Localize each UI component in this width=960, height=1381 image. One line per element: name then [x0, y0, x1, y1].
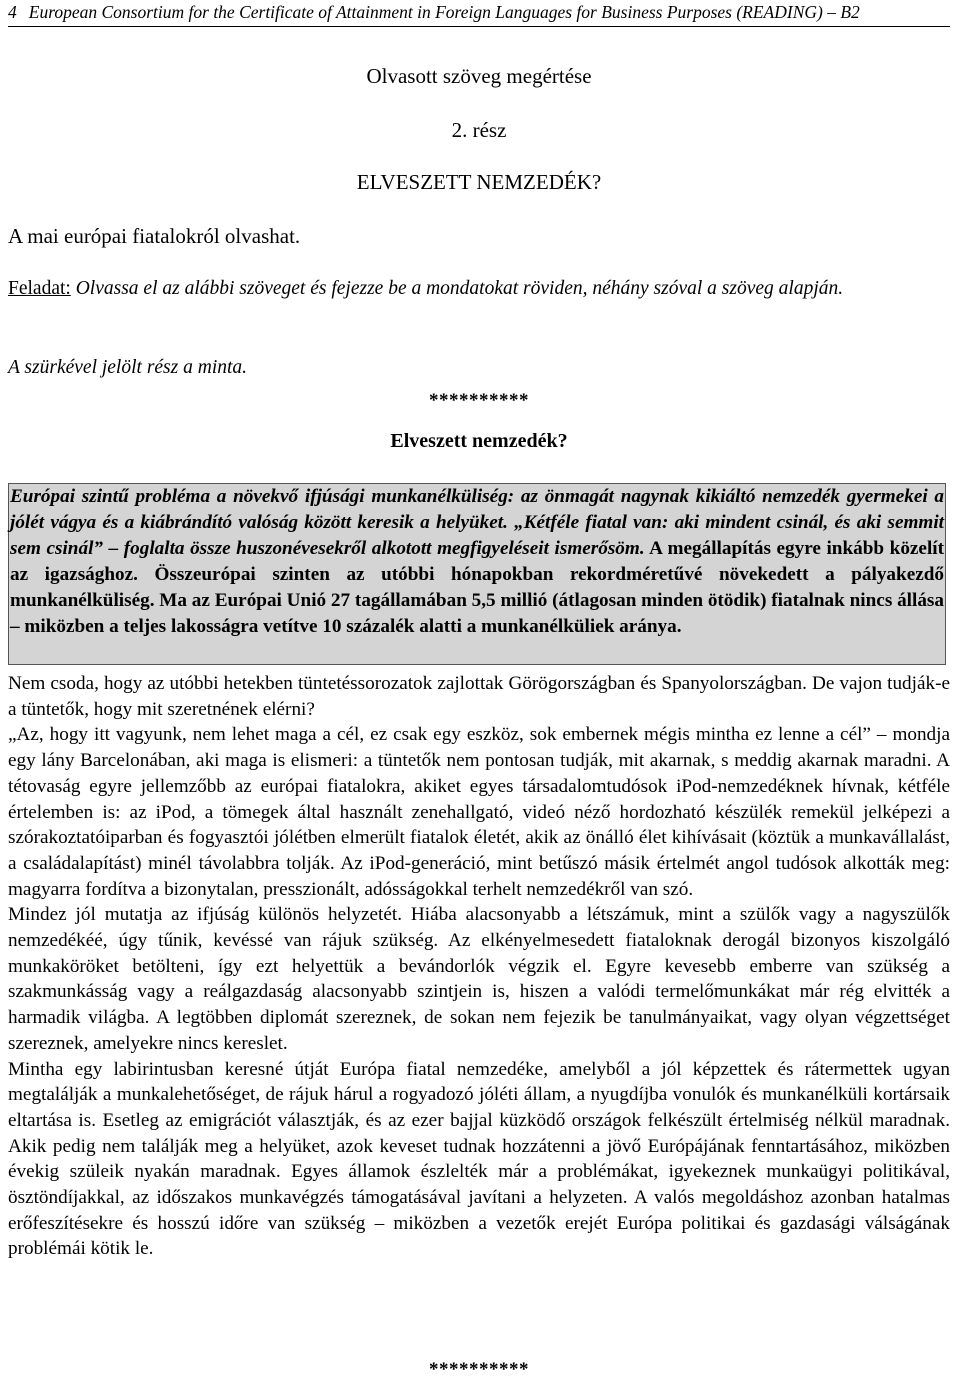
- sample-box: [8, 483, 946, 665]
- paragraph: Mindez jól mutatja az ifjúság különös helyzetét. Hiába alacsonyabb a létszámuk, mint a szülők vagy a nagyszülők nemzedékéé, úgy tűnik, kevéssé van rájuk szükség. Az elkényelmesedett fiataloknak derogál bizonyos kiszolgáló munkaköröket betölteni, így ezt helyettük a bevándorlók végzik el. Egyre kevesebb emberre van szükség a szakmunkásság vagy a reálgazdaság alacsonyabb szintjein is, hiszen a valódi termelőmunkákat már rég elvitték a harmadik világba. A legtöbben diplomát szereznek, de sokan nem fejezik be tanulmányaikat, vagy olyan végzettséget szereznek, amelyekre nincs kereslet.: [8, 904, 950, 1054]
- page-number: 4: [8, 2, 17, 22]
- separator-end: **********: [429, 1359, 529, 1380]
- sample-italic-text: Európai szintű probléma a növekvő ifjúsági munkanélküliség: az önmagát nagynak kikiáltó nemzedék gyermekei a jólét vágya és a kiábrándító valóság között keresik a helyüket. „Kétféle fiatal van: aki mindent csinál, és aki semmit sem csinál” – foglalta össze huszonévesekről alkotott megfigyeléseit ismerősöm.: [10, 486, 944, 559]
- section-title: Olvasott szöveg megértése: [366, 64, 592, 88]
- paragraph: „Az, hogy itt vagyunk, nem lehet maga a cél, ez csak egy eszköz, sok embernek mégis mintha ez lenne a cél” – mondja egy lány Barcelonában, aki maga is elismeri: a tüntetők nem pontosan tudják, mit akarnak, s meddig akarnak maradni. A tétovaság egyre jellemzőbb az európai fiatalokra, akiket egyes társadalomtudósok iPod-nemzedéknek hívnak, kétféle értelemben is: az iPod, a tömegek által használt zenehallgató, videó néző hordozható készülék remekül jelképezi a szórakoztatóiparban és fogyasztói jólétben elmerült fiatalok életét, akik az önálló élet kihívásait (köztük a munkavállalást, a családalapítást) minél távolabbra tolják. Az iPod-generáció, mint betűszó másik értelmét angol tudósok alkották meg: magyarra fordítva a bizonytalan, presszionált, adósságokkal terhelt nemzedékről van szó.: [8, 724, 950, 900]
- article-title: Elveszett nemzedék?: [390, 430, 568, 452]
- text-title: ELVESZETT NEMZEDÉK?: [356, 170, 602, 194]
- header-title: European Consortium for the Certificate of Attainment in Foreign Languages for Business Purposes (READING) – B2: [28, 2, 860, 22]
- task-label: Feladat:: [8, 278, 71, 299]
- task-text: Olvassa el az alábbi szöveget és fejezze be a mondatokat röviden, néhány szóval a szöveg alapján.: [70, 278, 844, 299]
- sample-note: A szürkével jelölt rész a minta.: [8, 357, 248, 378]
- separator: **********: [429, 390, 529, 411]
- paragraph: Nem csoda, hogy az utóbbi hetekben tüntetéssorozatok zajlottak Görögországban és Spanyolországban. De vajon tudják-e a tüntetők, hogy mit szeretnének elérni?: [8, 673, 950, 720]
- sample-normal-text: A megállapítás egyre inkább közelít az igazsághoz. Összeurópai szinten az utóbbi hónapokban rekordméretűvé növekedett a pályakezdő munkanélküliség. Ma az Európai Unió 27 tagállamában 5,5 millió (átlagosan minden ötödik) fiatalnak nincs állása – miközben a teljes lakosságra vetítve 10 százalék alatti a munkanélküliek aránya.: [10, 538, 944, 637]
- page-header: [8, 0, 950, 27]
- article-body: [8, 671, 950, 1262]
- paragraph: Mintha egy labirintusban keresné útját Európa fiatal nemzedéke, amelyből a jól képzettek és rátermettek ugyan megtalálják a munkalehetőséget, de rájuk hárul a rogyadozó jóléti állam, a nyugdíjba vonulók és munkanélküli kortársaik eltartása is. Esetleg az emigrációt választják, és az ezer bajjal küzködő országok felkészült értelmiség nélkül maradnak. Akik pedig nem találják meg a helyüket, azok keveset tudnak hozzátenni a jövő Európájának fenntartásához, miközben évekig szüleik nyakán maradnak. Egyes államok észlelték már a problémákat, igyekeznek munkaügyi politikával, ösztöndíjakkal, az időszakos munkavégzés támogatásával javítani a helyzeten. A valós megoldáshoz azonban hatalmas erőfeszítésekre és hosszú időre van szükség – miközben a vezetők erejét Európa politikai és gazdasági válságának problémái kötik le.: [8, 1058, 950, 1260]
- task-instruction: [8, 276, 950, 301]
- sample-paragraph: [10, 484, 944, 640]
- part-label: 2. rész: [451, 118, 507, 142]
- intro-text: A mai európai fiatalokról olvashat.: [8, 224, 301, 248]
